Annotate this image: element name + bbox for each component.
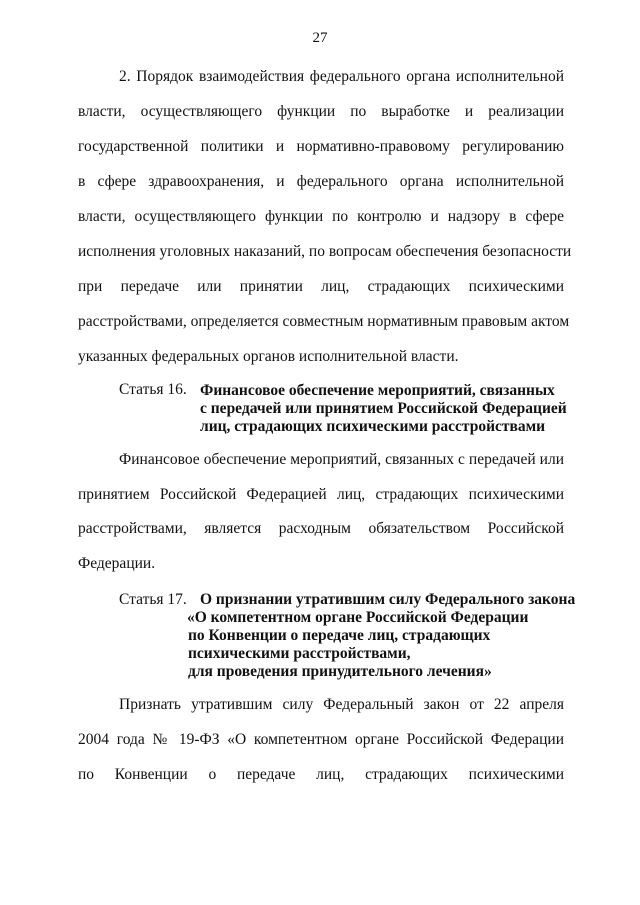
paragraph-line: исполнения уголовных наказаний, по вопросам обеспечения безопасности: [78, 243, 572, 260]
paragraph-line: власти, осуществляющего функции по выработке и реализации: [78, 103, 564, 120]
article-label: Статья 17.: [119, 591, 187, 608]
article-label: Статья 16.: [119, 381, 187, 398]
paragraph-line: указанных федеральных органов исполнительной власти.: [78, 348, 459, 365]
article-title-line: для проведения принудительного лечения»: [188, 663, 492, 680]
article-title-line: «О компетентном органе Российской Федерации: [187, 609, 529, 626]
paragraph-line: расстройствами, является расходным обязательством Российской: [78, 520, 564, 537]
article-title-line: Финансовое обеспечение мероприятий, связанных: [200, 382, 555, 399]
paragraph-line: принятием Российской Федерацией лиц, страдающих психическими: [78, 486, 564, 503]
article-title-line: О признании утратившим силу Федерального закона: [200, 591, 576, 608]
paragraph-line: в сфере здравоохранения, и федерального органа исполнительной: [78, 173, 564, 190]
paragraph-line: Финансовое обеспечение мероприятий, связанных с передачей или: [119, 451, 564, 468]
article-title-line: по Конвенции о передаче лиц, страдающих: [188, 627, 491, 644]
paragraph-line: власти, осуществляющего функции по контролю и надзору в сфере: [78, 208, 564, 225]
paragraph-line: Федерации.: [78, 555, 156, 572]
article-title-line: психическими расстройствами,: [188, 645, 411, 662]
paragraph-line: при передаче или принятии лиц, страдающих психическими: [78, 278, 564, 295]
paragraph-line: государственной политики и нормативно-правовому регулированию: [78, 138, 564, 155]
paragraph-line: 2. Порядок взаимодействия федерального органа исполнительной: [119, 68, 564, 85]
paragraph-line: по Конвенции о передаче лиц, страдающих психическими: [78, 766, 564, 783]
paragraph-line: 2004 года № 19-ФЗ «О компетентном органе Российской Федерации: [78, 731, 564, 748]
article-title-line: лиц, страдающих психическими расстройствами: [200, 418, 546, 435]
paragraph-line: Признать утратившим силу Федеральный закон от 22 апреля: [119, 696, 564, 713]
paragraph-line: расстройствами, определяется совместным нормативным правовым актом: [78, 313, 570, 330]
article-title-line: с передачей или принятием Российской Федерацией: [200, 400, 567, 417]
page-number: 27: [312, 30, 328, 46]
